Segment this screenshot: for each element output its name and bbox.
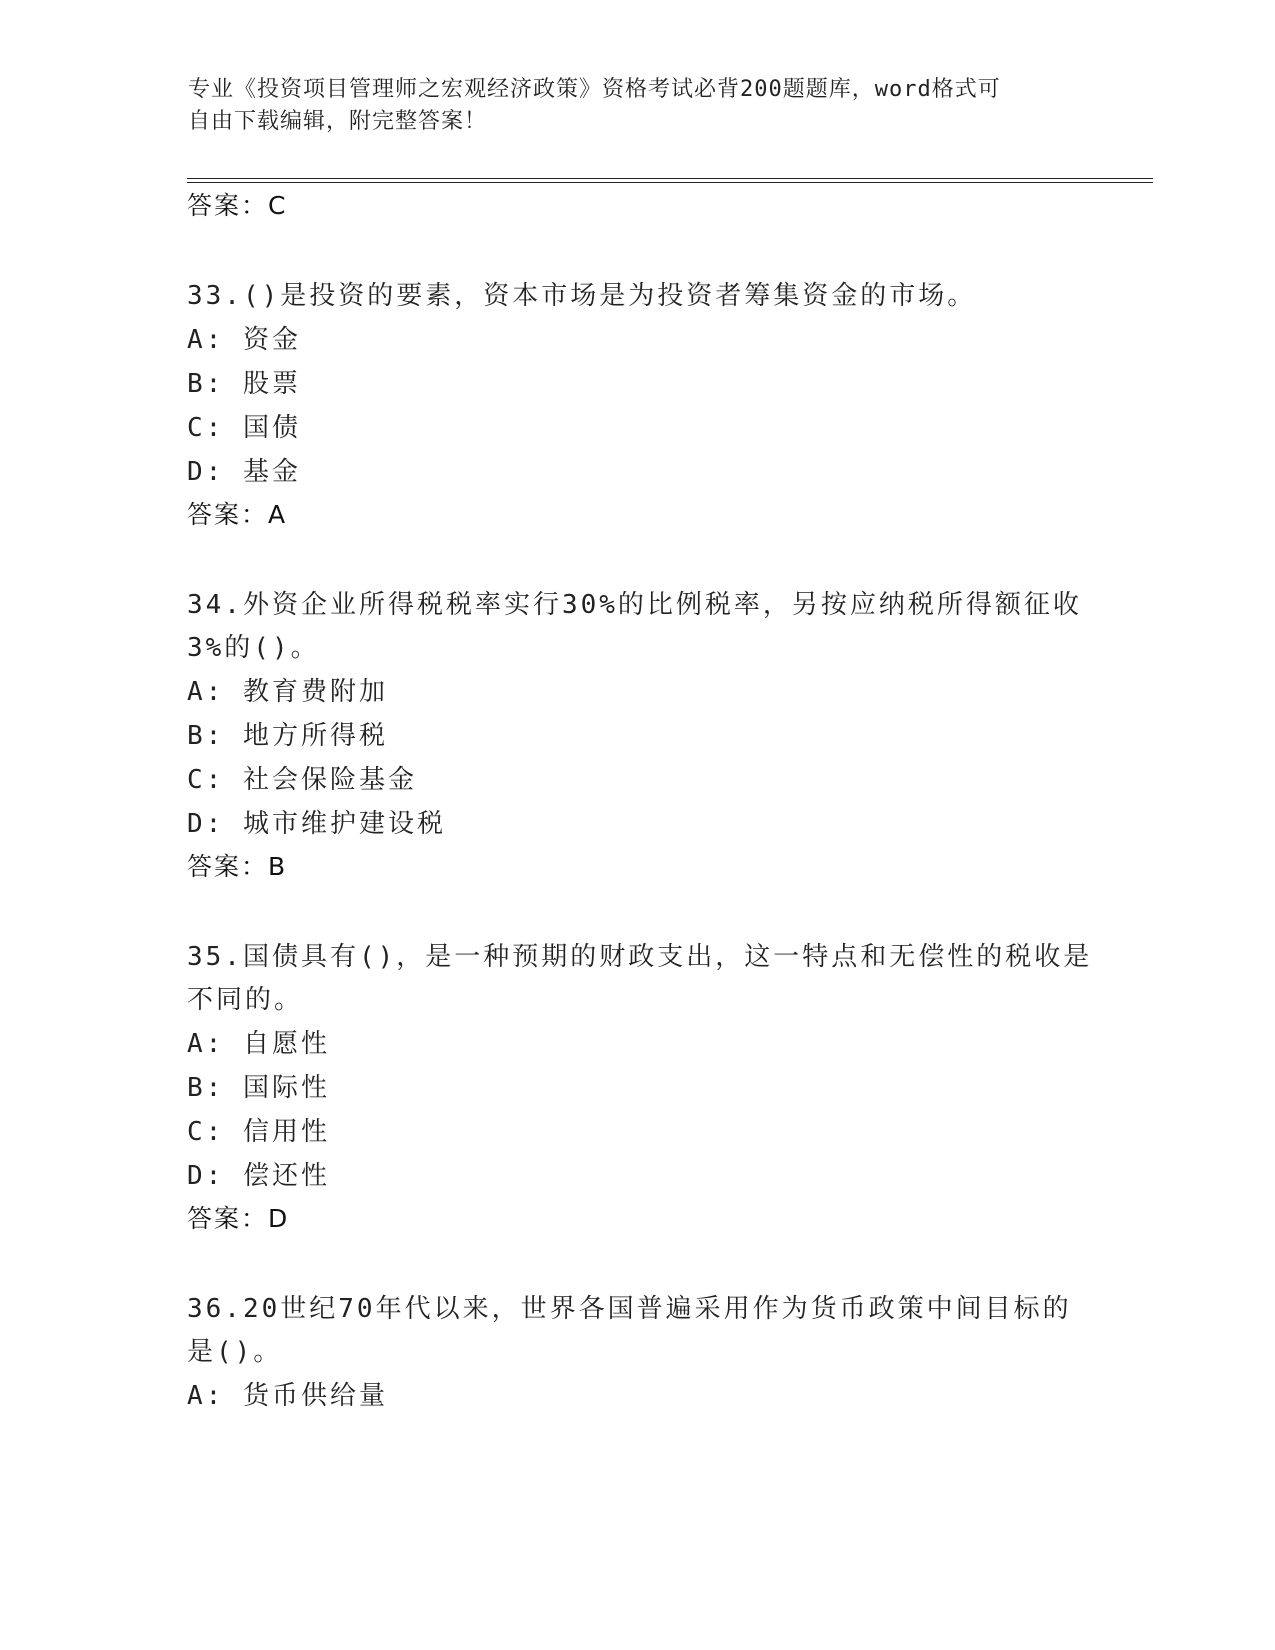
header-divider: [187, 178, 1153, 179]
option-35-a: A: 自愿性: [187, 1029, 330, 1059]
question-stem-34-line-1: 34.外资企业所得税税率实行30%的比例税率，另按应纳税所得额征收: [187, 590, 1082, 620]
header-divider-second: [187, 182, 1153, 183]
option-35-d: D: 偿还性: [187, 1161, 330, 1191]
option-35-b: B: 国际性: [187, 1073, 330, 1103]
page-header: [188, 74, 1068, 138]
question-stem-35-line-2: 不同的。: [187, 985, 304, 1015]
option-33-c: C: 国债: [187, 413, 301, 443]
question-stem-33: 33.()是投资的要素，资本市场是为投资者筹集资金的市场。: [187, 281, 977, 311]
option-35-c: C: 信用性: [187, 1117, 330, 1147]
header-line-1: 专业《投资项目管理师之宏观经济政策》资格考试必背200题题库，word格式可: [188, 77, 1001, 102]
option-34-a: A: 教育费附加: [187, 677, 388, 707]
answer-35: 答案：D: [187, 1204, 290, 1233]
answer-line: 答案：C: [187, 191, 288, 220]
question-stem-34-line-2: 3%的()。: [187, 633, 320, 663]
option-34-b: B: 地方所得税: [187, 721, 388, 751]
option-33-d: D: 基金: [187, 457, 301, 487]
question-stem-36-line-1: 36.20世纪70年代以来，世界各国普遍采用作为货币政策中间目标的: [187, 1294, 1072, 1324]
question-stem-36-line-2: 是()。: [187, 1337, 283, 1367]
answer-34: 答案：B: [187, 852, 288, 881]
option-34-d: D: 城市维护建设税: [187, 809, 446, 839]
option-33-b: B: 股票: [187, 369, 301, 399]
option-34-c: C: 社会保险基金: [187, 765, 417, 795]
header-line-2: 自由下载编辑，附完整答案！: [188, 109, 488, 134]
answer-33: 答案：A: [187, 500, 288, 529]
option-33-a: A: 资金: [187, 325, 301, 355]
question-stem-35-line-1: 35.国债具有()，是一种预期的财政支出，这一特点和无偿性的税收是: [187, 942, 1093, 972]
option-36-a: A: 货币供给量: [187, 1381, 388, 1411]
